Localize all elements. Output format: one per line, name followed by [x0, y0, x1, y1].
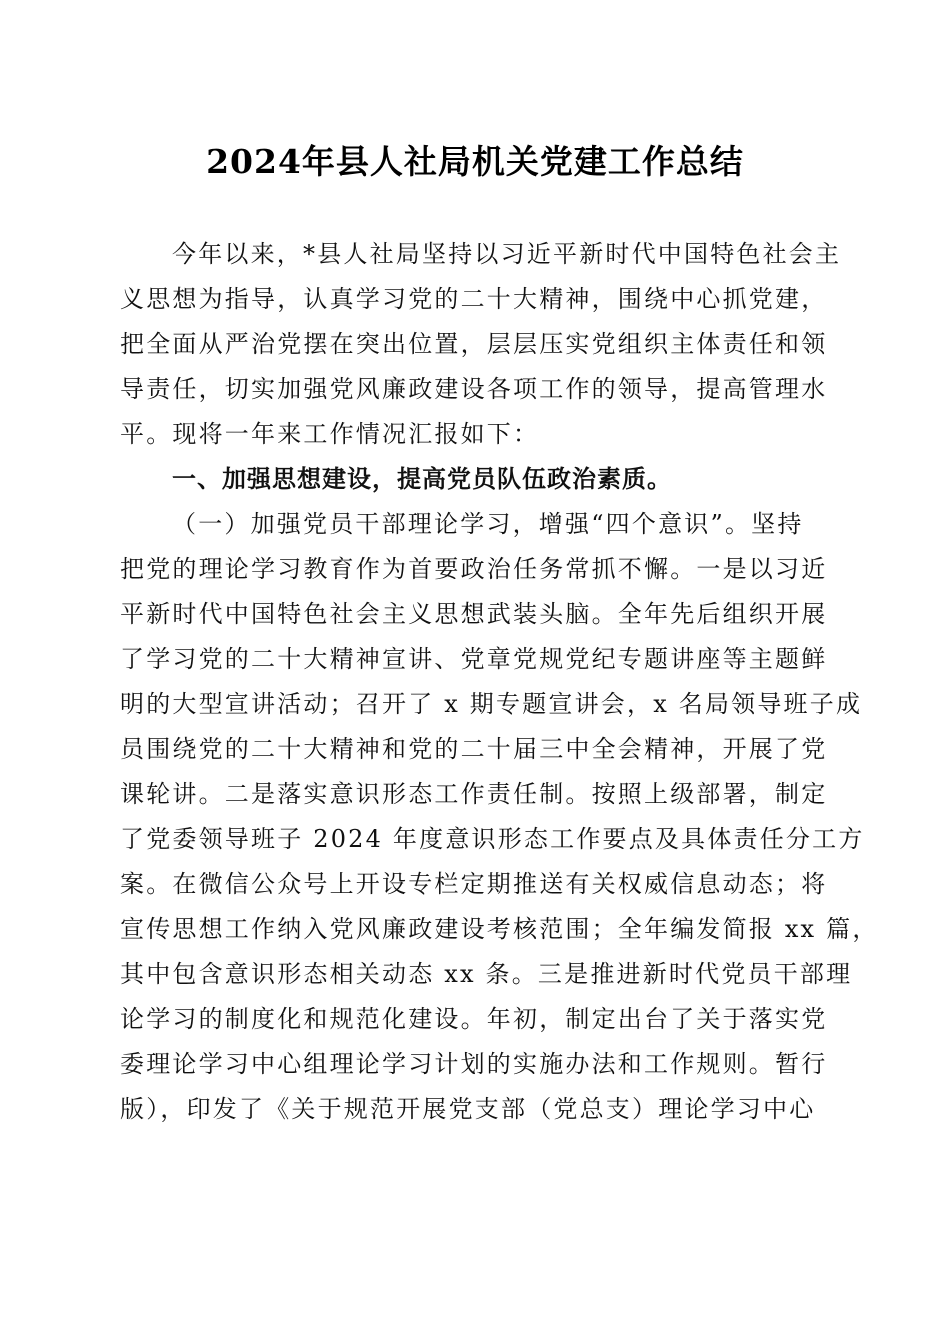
intro-line: 把全面从严治党摆在突出位置，层层压实党组织主体责任和领 [120, 330, 828, 358]
intro-line: 导责任，切实加强党风廉政建设各项工作的领导，提高管理水 [120, 375, 828, 403]
subsection-paragraph [120, 502, 879, 1132]
body-line: （一）加强党员干部理论学习，增强“四个意识”。坚持 [172, 510, 804, 538]
body-line: 明的大型宣讲活动；召开了 x 期专题宣讲会，x 名局领导班子成 [120, 690, 863, 718]
body-line: 了党委领导班子 2024 年度意识形态工作要点及具体责任分工方 [120, 825, 865, 853]
intro-line: 平。现将一年来工作情况汇报如下： [120, 420, 540, 448]
body-line: 委理论学习中心组理论学习计划的实施办法和工作规则。暂行 [120, 1050, 828, 1078]
intro-line: 义思想为指导，认真学习党的二十大精神，围绕中心抓党建， [120, 285, 828, 313]
body-line: 其中包含意识形态相关动态 xx 条。三是推进新时代党员干部理 [120, 960, 853, 988]
document-title: 2024年县人社局机关党建工作总结 [206, 142, 744, 181]
body-line: 论学习的制度化和规范化建设。年初，制定出台了关于落实党 [120, 1005, 828, 1033]
section-heading: 一、加强思想建设，提高党员队伍政治素质。 [172, 465, 672, 493]
body-line: 了学习党的二十大精神宣讲、党章党规党纪专题讲座等主题鲜 [120, 645, 828, 673]
document-body [120, 232, 879, 1132]
body-line: 案。在微信公众号上开设专栏定期推送有关权威信息动态；将 [120, 870, 828, 898]
body-line: 把党的理论学习教育作为首要政治任务常抓不懈。一是以习近 [120, 555, 828, 583]
body-line: 员围绕党的二十大精神和党的二十届三中全会精神，开展了党 [120, 735, 828, 763]
intro-paragraph [120, 232, 842, 457]
body-line: 宣传思想工作纳入党风廉政建设考核范围；全年编发简报 xx 篇， [120, 915, 879, 943]
body-line: 版），印发了《关于规范开展党支部（党总支）理论学习中心 [120, 1095, 816, 1123]
intro-line: 今年以来，*县人社局坚持以习近平新时代中国特色社会主 [172, 240, 842, 268]
body-line: 课轮讲。二是落实意识形态工作责任制。按照上级部署，制定 [120, 780, 828, 808]
body-line: 平新时代中国特色社会主义思想武装头脑。全年先后组织开展 [120, 600, 828, 628]
